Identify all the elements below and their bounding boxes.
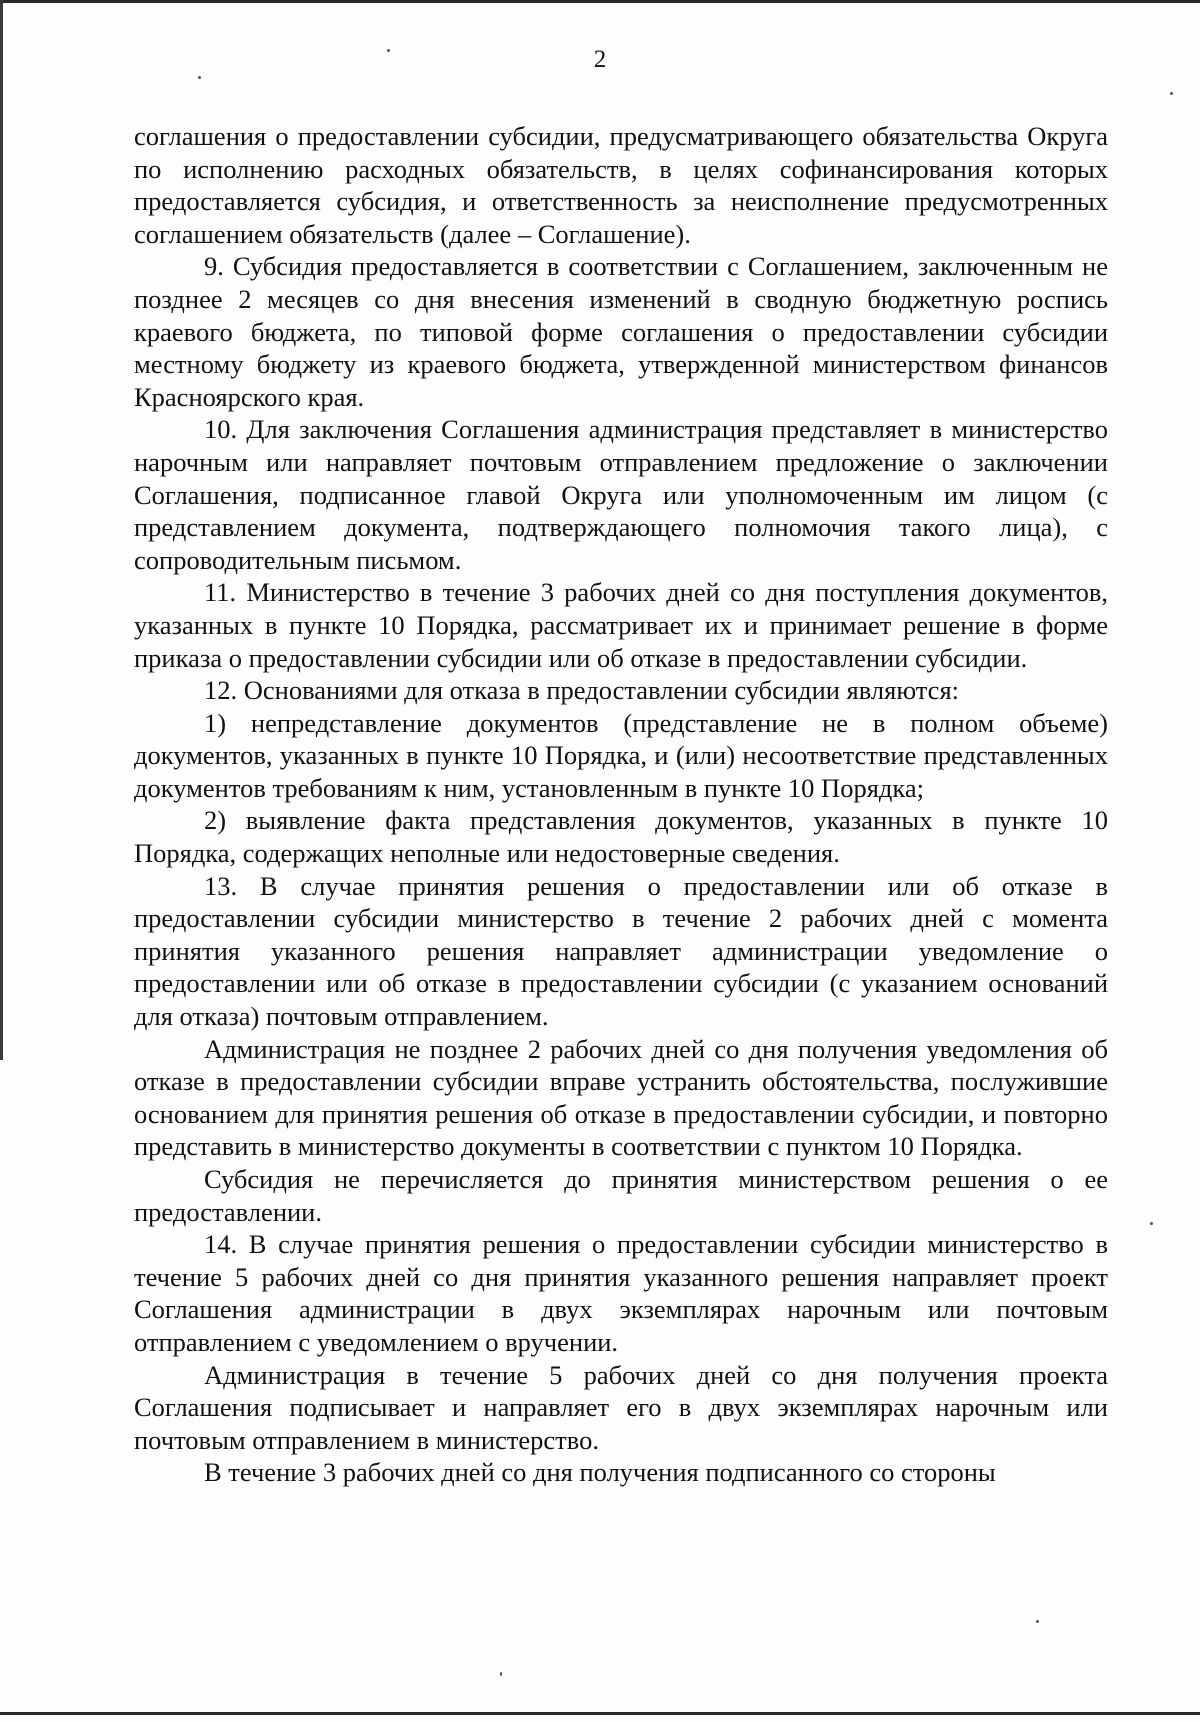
scan-speck [198,76,201,79]
scan-speck [1170,92,1173,95]
scan-bottom-border [0,1712,1200,1715]
paragraph-administration-signs: Администрация в течение 5 рабочих дней со дня получения проекта Соглашения подписывает и направляет его в двух экземплярах нарочным или почтовым отправлением в министерство. [134,1359,1108,1455]
paragraph-item-10: 10. Для заключения Соглашения администрация представляет в министерство нарочным или направляет почтовым отправлением предложение о заключении Соглашения, подписанное главой Округа или уполномоченным им лицом (с представлением документа, подтверждающего полномочия такого лица), с сопроводительным письмом. [134,414,1108,575]
scan-speck [1036,1620,1039,1623]
paragraph-administration-rights: Администрация не позднее 2 рабочих дней со дня получения уведомления об отказе в предоставлении субсидии вправе устранить обстоятельства, послужившие основанием для принятия решения об отказе в предоставлении субсидии, и повторно представить в министерство документы в соответствии с пунктом 10 Порядка. [134,1033,1108,1162]
paragraph-item-14: 14. В случае принятия решения о предоставлении субсидии министерство в течение 5 рабочих дней со дня принятия указанного решения направляет проект Соглашения администрации в двух экземплярах нарочным или почтовым отправлением с уведомлением о вручении. [134,1229,1108,1357]
scan-left-border [0,0,3,1060]
paragraph-subitem-1: 1) непредставление документов (представление не в полном объеме) документов, указанных в пункте 10 Порядка, и (или) несоответствие представленных документов требованиям к ним, установленным в пункте 10 Порядка; [134,707,1108,803]
paragraph-continuation: соглашения о предоставлении субсидии, предусматривающего обязательства Округа по исполнению расходных обязательств, в целях софинансирования которых предоставляется субсидия, и ответственность за неисполнение предусмотренных соглашением обязательств (далее – Соглашение). [134,121,1108,249]
paragraph-subsidy-not-transferred: Субсидия не перечисляется до принятия министерством решения о ее предоставлении. [134,1164,1108,1227]
paragraph-item-12: 12. Основаниями для отказа в предоставлении субсидии являются: [204,675,959,706]
paragraph-item-13: 13. В случае принятия решения о предоставлении или об отказе в предоставлении субсидии министерство в течение 2 рабочих дней с момента принятия указанного решения направляет администрации уведомление о предоставлении или об отказе в предоставлении субсидии (с указанием оснований для отказа) почтовым отправлением. [134,870,1108,1032]
paragraph-subitem-2: 2) выявление факта представления документов, указанных в пункте 10 Порядка, содержащих неполные или недостоверные сведения. [134,805,1108,869]
page-number: 2 [593,46,607,73]
document-body [134,120,1108,1489]
paragraph-item-11: 11. Министерство в течение 3 рабочих дней со дня поступления документов, указанных в пункте 10 Порядка, рассматривает их и принимает решение в форме приказа о предоставлении субсидии или об отказе в предоставлении субсидии. [134,577,1108,673]
paragraph-final-partial: В течение 3 рабочих дней со дня получения подписанного со стороны [204,1457,996,1488]
paragraph-item-9: 9. Субсидия предоставляется в соответствии с Соглашением, заключенным не позднее 2 месяцев со дня внесения изменений в сводную бюджетную роспись краевого бюджета, по типовой форме соглашения о предоставлении субсидии местному бюджету из краевого бюджета, утвержденной министерством финансов Красноярского края. [134,251,1108,412]
scan-top-border [0,0,1200,3]
scan-speck [500,1672,502,1676]
scan-speck [1150,1222,1153,1225]
